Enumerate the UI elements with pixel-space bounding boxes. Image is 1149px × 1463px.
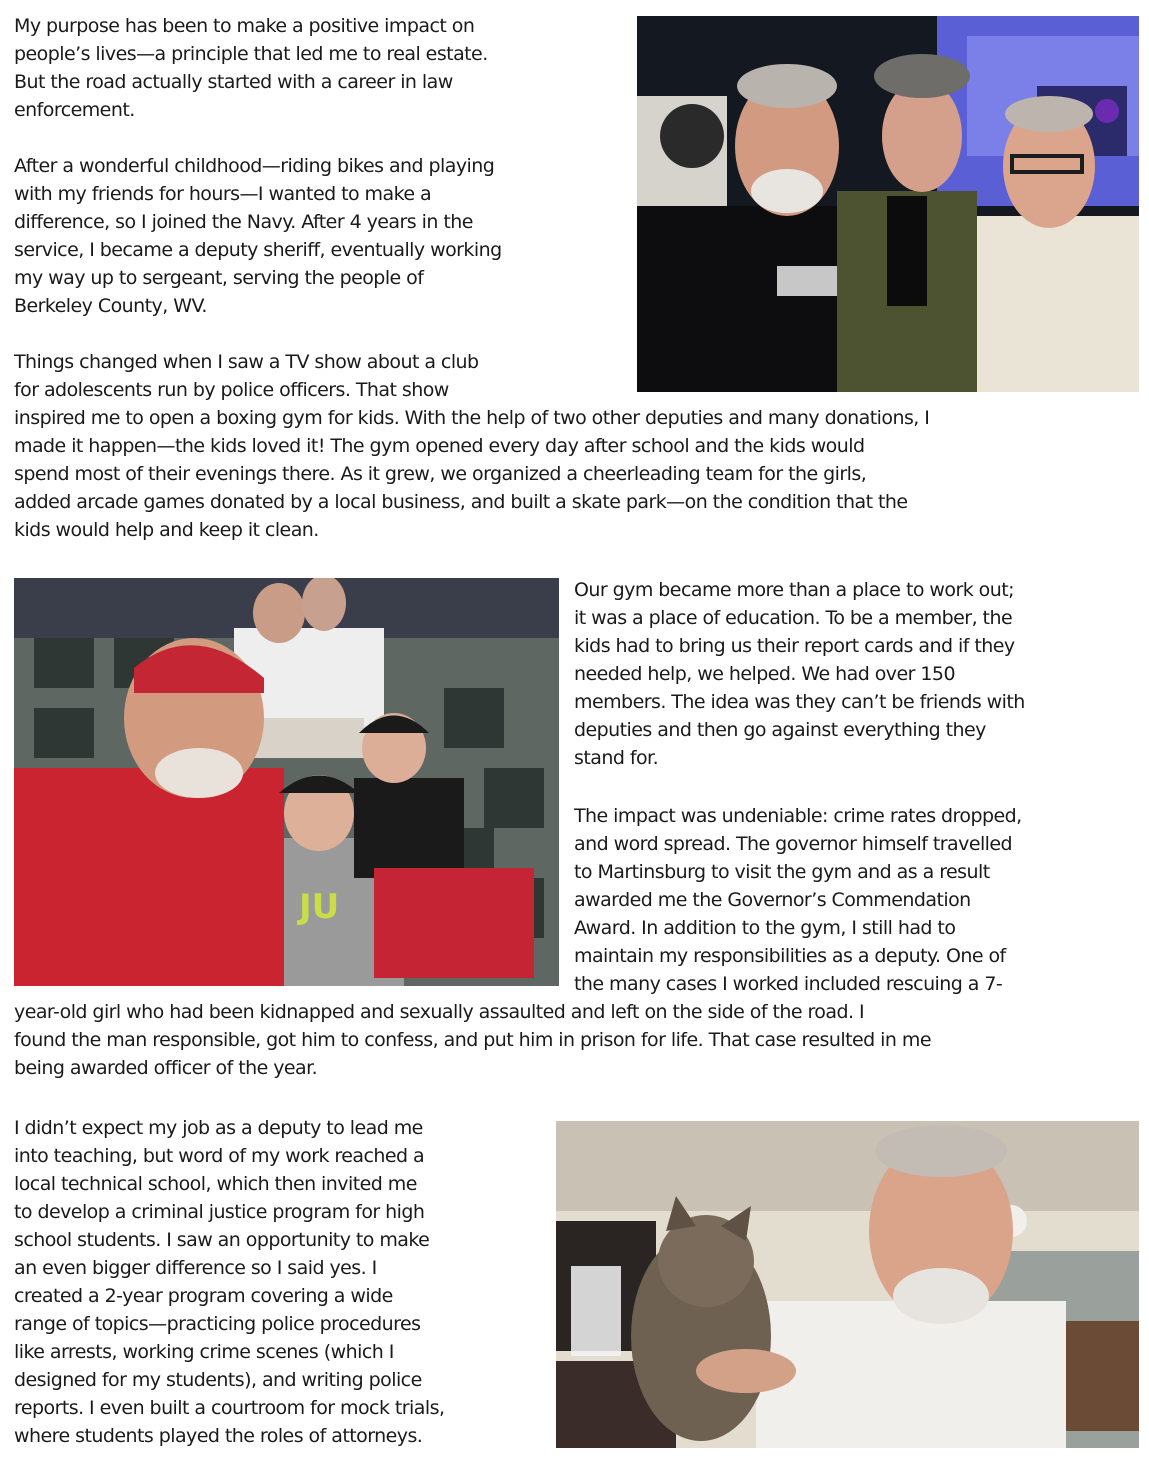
text-line: and word spread. The governor himself travelled — [574, 833, 1013, 855]
text-line: local technical school, which then invited me — [14, 1173, 417, 1195]
text-line: I didn’t expect my job as a deputy to lead me — [14, 1117, 423, 1139]
text-line: with my friends for hours—I wanted to make a — [14, 183, 432, 205]
text-line: inspired me to open a boxing gym for kids. With the help of two other deputies and many donations, I — [14, 407, 930, 429]
text-line: into teaching, but word of my work reached a — [14, 1145, 425, 1167]
text-line: created a 2-year program covering a wide — [14, 1285, 393, 1307]
text-line: But the road actually started with a career in law — [14, 71, 453, 93]
text-line: people’s lives—a principle that led me to real estate. — [14, 43, 488, 65]
text-line: enforcement. — [14, 99, 135, 121]
photo-stadium-selfie — [14, 578, 559, 986]
text-line: my way up to sergeant, serving the people of — [14, 267, 424, 289]
text-line: where students played the roles of attorneys. — [14, 1425, 423, 1447]
text-line: for adolescents run by police officers. That show — [14, 379, 449, 401]
text-line: maintain my responsibilities as a deputy. One of — [574, 945, 1006, 967]
text-line: needed help, we helped. We had over 150 — [574, 663, 956, 685]
text-line: range of topics—practicing police procedures — [14, 1313, 421, 1335]
text-line: spend most of their evenings there. As it grew, we organized a cheerleading team for the girls, — [14, 463, 867, 485]
text-line: The impact was undeniable: crime rates dropped, — [574, 805, 1022, 827]
paragraph-intro — [14, 12, 488, 124]
text-line: stand for. — [574, 747, 659, 769]
photo-concert-selfie — [637, 16, 1139, 392]
text-line: awarded me the Governor’s Commendation — [574, 889, 971, 911]
text-line: designed for my students), and writing police — [14, 1369, 422, 1391]
svg-text:JU: JU — [299, 887, 340, 927]
text-line: After a wonderful childhood—riding bikes and playing — [14, 155, 495, 177]
text-line: service, I became a deputy sheriff, eventually working — [14, 239, 502, 261]
text-line: school students. I saw an opportunity to make — [14, 1229, 430, 1251]
text-line: being awarded officer of the year. — [14, 1057, 318, 1079]
paragraph-education — [574, 576, 1025, 772]
text-line: made it happen—the kids loved it! The gym opened every day after school and the kids would — [14, 435, 865, 457]
text-line: to develop a criminal justice program for high — [14, 1201, 425, 1223]
paragraph-childhood-navy — [14, 152, 502, 320]
photo-cat-selfie — [556, 1121, 1139, 1448]
text-line: the many cases I worked included rescuing a 7- — [574, 973, 1003, 995]
text-line: kids had to bring us their report cards and if they — [574, 635, 1015, 657]
text-line: Things changed when I saw a TV show about a club — [14, 351, 479, 373]
text-line: difference, so I joined the Navy. After 4 years in the — [14, 211, 473, 233]
paragraph-impact — [574, 802, 1022, 998]
text-line: Our gym became more than a place to work out; — [574, 579, 1014, 601]
text-line: it was a place of education. To be a member, the — [574, 607, 1013, 629]
text-line: members. The idea was they can’t be friends with — [574, 691, 1025, 713]
text-line: reports. I even built a courtroom for mock trials, — [14, 1397, 445, 1419]
text-line: year-old girl who had been kidnapped and sexually assaulted and left on the side of the road. I — [14, 1001, 865, 1023]
text-line: My purpose has been to make a positive impact on — [14, 15, 475, 37]
text-line: kids would help and keep it clean. — [14, 519, 319, 541]
text-line: like arrests, working crime scenes (which I — [14, 1341, 394, 1363]
paragraph-teaching — [14, 1114, 444, 1450]
text-line: an even bigger difference so I said yes. I — [14, 1257, 377, 1279]
text-line: deputies and then go against everything they — [574, 719, 986, 741]
text-line: found the man responsible, got him to confess, and put him in prison for life. That case resulted in me — [14, 1029, 931, 1051]
text-line: Award. In addition to the gym, I still had to — [574, 917, 956, 939]
text-line: added arcade games donated by a local business, and built a skate park—on the condition that the — [14, 491, 908, 513]
text-line: Berkeley County, WV. — [14, 295, 207, 317]
paragraph-impact-continued — [14, 998, 931, 1082]
text-line: to Martinsburg to visit the gym and as a result — [574, 861, 990, 883]
